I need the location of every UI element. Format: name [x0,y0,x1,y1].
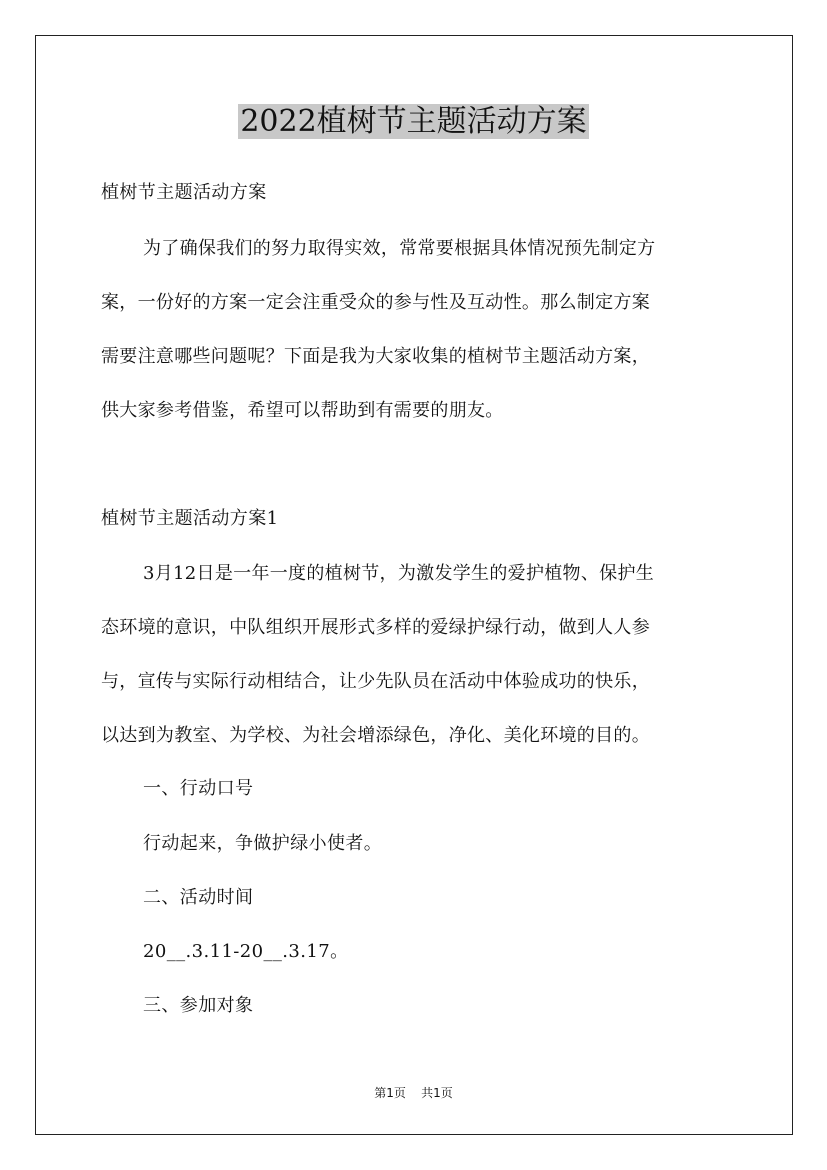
page-total: 共1页 [421,1086,453,1100]
document-title [0,100,827,144]
section1-line: 以达到为教室、为学校、为社会增添绿色，净化、美化环境的目的。 [101,725,650,746]
subtitle: 植树节主题活动方案 [101,182,267,203]
intro-line: 为了确保我们的努力取得实效，常常要根据具体情况预先制定方 [143,238,656,259]
item-heading-participants: 三、参加对象 [143,995,254,1016]
page-number: 第1页 [374,1086,406,1100]
item-heading-time: 二、活动时间 [143,887,254,908]
section1-paragraph [101,562,729,778]
section-heading: 植树节主题活动方案1 [101,508,279,529]
intro-paragraph [101,237,729,453]
intro-line: 需要注意哪些问题呢？下面是我为大家收集的植树节主题活动方案， [101,346,650,367]
document-title-text: 2022植树节主题活动方案 [240,104,587,139]
section1-line: 与，宣传与实际行动相结合，让少先队员在活动中体验成功的快乐， [101,671,650,692]
section1-line: 态环境的意识，中队组织开展形式多样的爱绿护绿行动，做到人人参 [101,617,650,638]
item-heading-slogan: 一、行动口号 [143,778,254,799]
item-text-time: 20__.3.11-20__.3.17。 [143,941,349,962]
intro-line: 供大家参考借鉴，希望可以帮助到有需要的朋友。 [101,400,504,421]
item-text-slogan: 行动起来，争做护绿小使者。 [143,833,383,854]
page-footer [0,1084,827,1101]
section1-line: 3月12日是一年一度的植树节，为激发学生的爱护植物、保护生 [143,563,655,584]
intro-line: 案，一份好的方案一定会注重受众的参与性及互动性。那么制定方案 [101,292,650,313]
